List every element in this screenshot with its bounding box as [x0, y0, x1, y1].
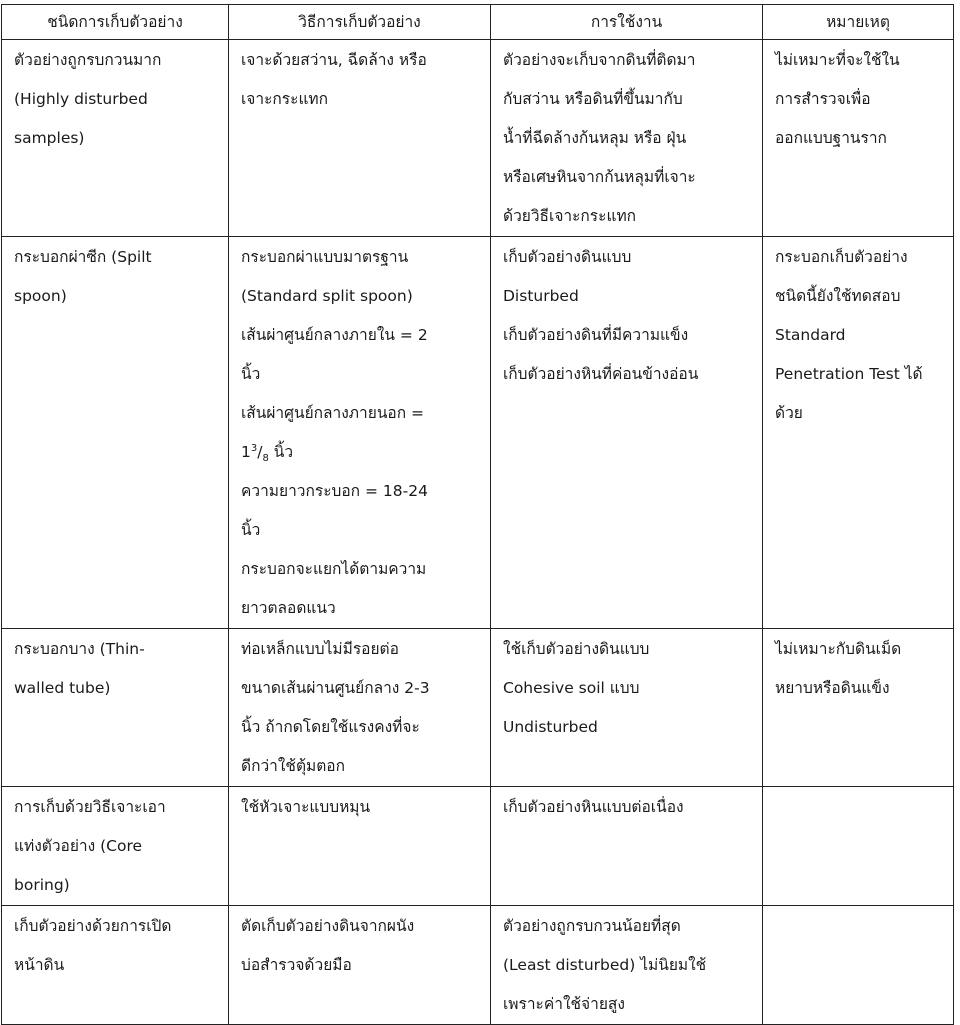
table-row [2, 237, 954, 629]
cell-text-line: samples) [14, 129, 85, 147]
fraction-denominator: 8 [262, 453, 269, 465]
cell-text-line: หน้าดิน [14, 956, 65, 974]
method-cell [229, 787, 491, 906]
remarks-cell [763, 906, 954, 1025]
cell-text-line: ความยาวกระบอก = 18-24 [241, 482, 428, 500]
cell-text-line: เก็บตัวอย่างหินแบบต่อเนื่อง [503, 798, 684, 816]
cell-text-line: ด้วยวิธีเจาะกระแทก [503, 207, 637, 225]
cell-text-line: ท่อเหล็กแบบไม่มีรอยต่อ [241, 640, 399, 658]
usage-cell [491, 787, 763, 906]
cell-text-line: กับสว่าน หรือดินที่ขึ้นมากับ [503, 90, 683, 108]
cell-text-line: ชนิดนี้ยังใช้ทดสอบ [775, 287, 901, 305]
header-row [2, 5, 954, 40]
method-cell [229, 40, 491, 237]
cell-text-line: หยาบหรือดินแข็ง [775, 679, 890, 697]
cell-text-line: ตัวอย่างถูกรบกวนน้อยที่สุด [503, 917, 681, 935]
table-body [2, 40, 954, 1025]
cell-text-line: การสำรวจเพื่อ [775, 90, 871, 108]
cell-text-line: boring) [14, 876, 70, 894]
cell-text-line: เก็บตัวอย่างดินที่มีความแข็ง [503, 326, 689, 344]
table-row [2, 40, 954, 237]
cell-text-line: (Standard split spoon) [241, 287, 413, 305]
cell-text-line: กระบอกผ่าซีก (Spilt [14, 248, 152, 266]
table-row [2, 906, 954, 1025]
sampling-methods-table [1, 4, 954, 1025]
cell-text-line: Disturbed [503, 287, 579, 305]
sample-type-cell [2, 906, 229, 1025]
cell-text-line: น้ำที่ฉีดล้างก้นหลุม หรือ ฝุ่น [503, 129, 687, 147]
cell-text-line: เพราะค่าใช้จ่ายสูง [503, 995, 625, 1013]
cell-text-line: ตัวอย่างถูกรบกวนมาก [14, 51, 162, 69]
cell-text-line: เก็บตัวอย่างหินที่ค่อนข้างอ่อน [503, 365, 699, 383]
cell-text-line: บ่อสำรวจด้วยมือ [241, 956, 352, 974]
cell-text-line: Standard [775, 326, 846, 344]
table-row [2, 787, 954, 906]
remarks-cell [763, 237, 954, 629]
cell-text-line: walled tube) [14, 679, 111, 697]
cell-text-line: spoon) [14, 287, 67, 305]
sample-type-cell [2, 40, 229, 237]
cell-text-line: ยาวตลอดแนว [241, 599, 336, 617]
fraction-value: $1^3/_8$ นิ้ว [241, 442, 294, 465]
cell-text-line: ด้วย [775, 404, 803, 422]
header-sample-type: ชนิดการเก็บตัวอย่าง [2, 5, 229, 40]
cell-text-line: เส้นผ่าศูนย์กลางภายใน = 2 [241, 326, 428, 344]
cell-text-line: ไม่เหมาะที่จะใช้ใน [775, 51, 900, 69]
cell-text-line: นิ้ว [241, 365, 261, 383]
cell-text-line: หรือเศษหินจากก้นหลุมที่เจาะ [503, 168, 696, 186]
cell-text-line: เจาะด้วยสว่าน, ฉีดล้าง หรือ [241, 51, 427, 69]
cell-text-line: นิ้ว ถ้ากดโดยใช้แรงคงที่จะ [241, 718, 420, 736]
remarks-cell [763, 40, 954, 237]
cell-text-line: (Highly disturbed [14, 90, 148, 108]
cell-text-line: นิ้ว [241, 521, 261, 539]
header-usage: การใช้งาน [491, 5, 763, 40]
fraction-unit: นิ้ว [268, 443, 294, 461]
usage-cell [491, 40, 763, 237]
cell-text-line: Cohesive soil แบบ [503, 679, 640, 697]
cell-text-line: กระบอกบาง (Thin- [14, 640, 145, 658]
sample-type-cell [2, 787, 229, 906]
cell-text-line: เก็บตัวอย่างด้วยการเปิด [14, 917, 172, 935]
cell-text-line: เส้นผ่าศูนย์กลางภายนอก = [241, 404, 425, 422]
cell-text-line: Penetration Test ได้ [775, 365, 923, 383]
usage-cell [491, 906, 763, 1025]
cell-text-line: ตัดเก็บตัวอย่างดินจากผนัง [241, 917, 415, 935]
usage-cell [491, 237, 763, 629]
cell-text-line: ใช้หัวเจาะแบบหมุน [241, 798, 371, 816]
cell-text-line: กระบอกเก็บตัวอย่าง [775, 248, 908, 266]
sample-type-cell [2, 629, 229, 787]
method-cell [229, 629, 491, 787]
fraction-whole: 1 [241, 443, 251, 461]
cell-text-line: เจาะกระแทก [241, 90, 329, 108]
method-cell [229, 906, 491, 1025]
cell-text-line: Undisturbed [503, 718, 598, 736]
cell-text-line: การเก็บด้วยวิธีเจาะเอา [14, 798, 166, 816]
cell-text-line: ออกแบบฐานราก [775, 129, 887, 147]
remarks-cell [763, 629, 954, 787]
cell-text-line: แท่งตัวอย่าง (Core [14, 837, 143, 855]
cell-text-line: ไม่เหมาะกับดินเม็ด [775, 640, 902, 658]
fraction-numerator: 3 [250, 442, 258, 454]
method-cell [229, 237, 491, 629]
header-remarks: หมายเหตุ [763, 5, 954, 40]
sample-type-cell [2, 237, 229, 629]
cell-text-line: เก็บตัวอย่างดินแบบ [503, 248, 632, 266]
cell-text-line: ตัวอย่างจะเก็บจากดินที่ติดมา [503, 51, 696, 69]
table-row [2, 629, 954, 787]
cell-text-line: ขนาดเส้นผ่านศูนย์กลาง 2-3 [241, 679, 430, 697]
cell-text-line: (Least disturbed) ไม่นิยมใช้ [503, 956, 707, 974]
cell-text-line: ใช้เก็บตัวอย่างดินแบบ [503, 640, 650, 658]
cell-text-line: ดีกว่าใช้ตุ้มตอก [241, 757, 345, 775]
header-sampling-method: วิธีการเก็บตัวอย่าง [229, 5, 491, 40]
usage-cell [491, 629, 763, 787]
cell-text-line: กระบอกจะแยกได้ตามความ [241, 560, 427, 578]
cell-text-line: กระบอกผ่าแบบมาตรฐาน [241, 248, 409, 266]
remarks-cell [763, 787, 954, 906]
